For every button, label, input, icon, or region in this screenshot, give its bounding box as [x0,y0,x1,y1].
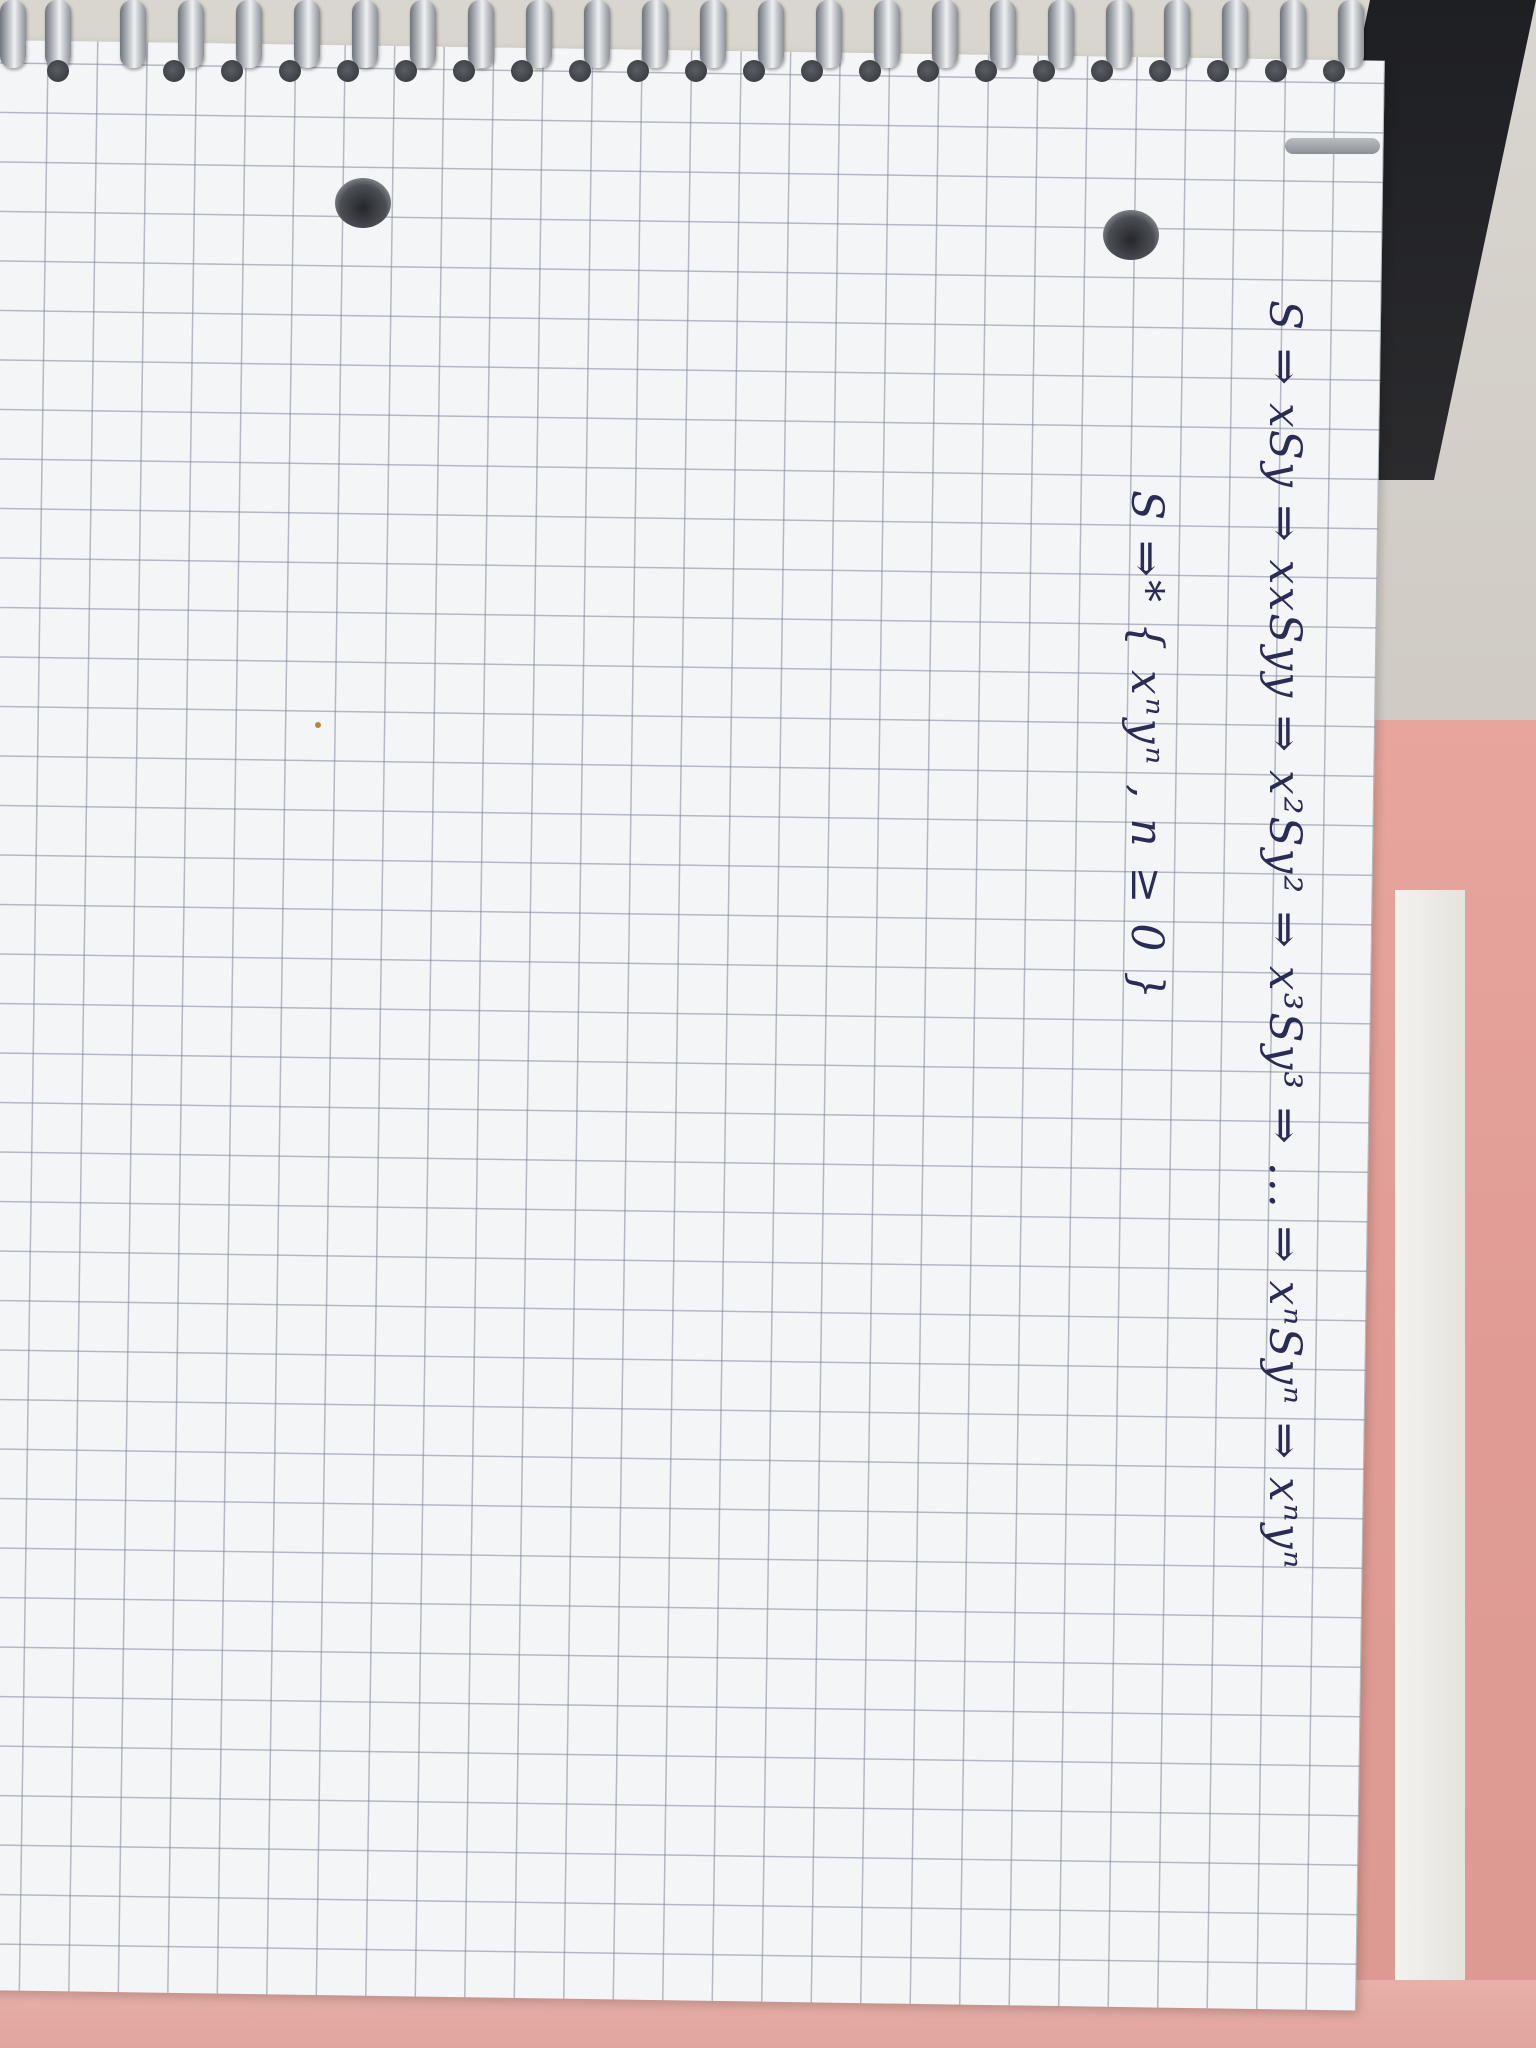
white-card-edge [1395,890,1465,2048]
spiral-coil [932,0,958,68]
binding-hole [917,60,939,82]
binding-hole [859,60,881,82]
binding-hole [801,60,823,82]
spiral-coil [352,0,378,68]
binding-hole [685,60,707,82]
spiral-coil [45,0,71,68]
spiral-coil [1164,0,1190,68]
binding-hole [337,60,359,82]
binding-hole [453,60,475,82]
spiral-coil [178,0,204,68]
binding-hole [627,60,649,82]
spiral-coil [874,0,900,68]
punch-hole [1103,210,1159,260]
binding-hole [1149,60,1171,82]
binding-hole [1323,60,1345,82]
binding-hole [1033,60,1055,82]
binding-hole [279,60,301,82]
spiral-coil [468,0,494,68]
binding-hole [743,60,765,82]
spiral-coil [1048,0,1074,68]
spiral-coil [1222,0,1248,68]
binding-hole [163,60,185,82]
spiral-coil [294,0,320,68]
spiral-binding [0,0,1536,110]
speck [315,722,321,728]
binding-hole [975,60,997,82]
spiral-coil [642,0,668,68]
spiral-coil [410,0,436,68]
spiral-coil [990,0,1016,68]
binding-hole [1207,60,1229,82]
spiral-coil [1280,0,1306,68]
binding-hole [569,60,591,82]
binding-hole [395,60,417,82]
spiral-coil [816,0,842,68]
spiral-coil [584,0,610,68]
spiral-coil [1338,0,1364,68]
binding-hole [1265,60,1287,82]
handwritten-language-definition: S ⇒* { xⁿyⁿ , n ≥ 0 } [1121,490,1172,1003]
spiral-coil [120,0,146,68]
binding-hole [221,60,243,82]
handwritten-derivation: S ⇒ xSy ⇒ xxSyy ⇒ x²Sy² ⇒ x³Sy³ ⇒ ... ⇒ xⁿSyⁿ ⇒ xⁿyⁿ [1259,300,1310,1571]
spiral-coil [700,0,726,68]
binder-clip-edge [1285,138,1380,154]
binding-hole [511,60,533,82]
binding-hole [47,60,69,82]
spiral-coil [236,0,262,68]
spiral-coil [758,0,784,68]
spiral-coil [0,0,26,68]
punch-hole [335,178,391,228]
grid-notebook-page [0,40,1385,2010]
binding-hole [1091,60,1113,82]
spiral-coil [1106,0,1132,68]
spiral-coil [526,0,552,68]
